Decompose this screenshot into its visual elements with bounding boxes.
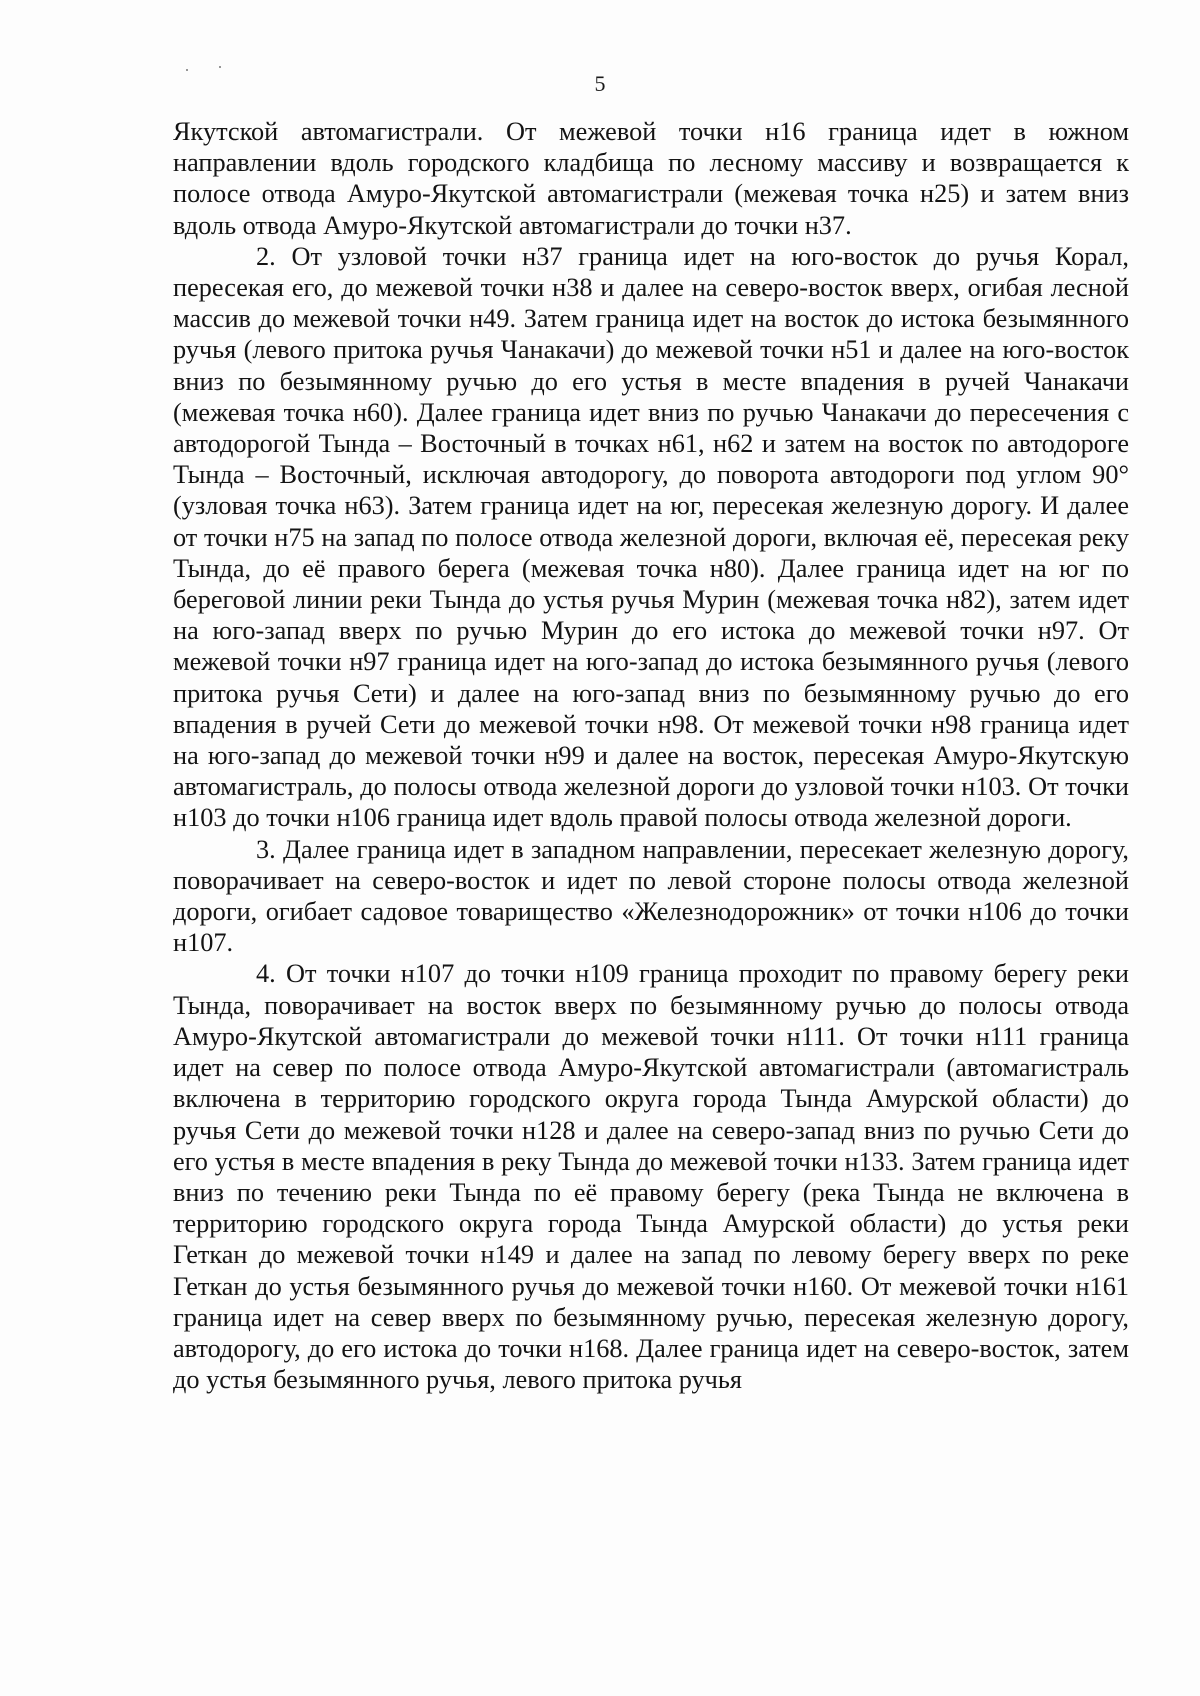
scan-speck <box>219 66 221 68</box>
paragraph-item-2: 2. От узловой точки н37 граница идет на юго-восток до ручья Корал, пересекая его, до межевой точки н38 и далее на северо-восток вверх, огибая лесной массив до межевой точки н49. Затем граница идет на восток до истока безымянного ручья (левого притока ручья Чанакачи) до межевой точки н51 и далее на юго-восток вниз по безымянному ручью до его устья в месте впадения в ручей Чанакачи (межевая точка н60). Далее граница идет вниз по ручью Чанакачи до пересечения с автодорогой Тында – Восточный в точках н61, н62 и затем на восток по автодороге Тында – Восточный, исключая автодорогу, до поворота автодороги под углом 90° (узловая точка н63). Затем граница идет на юг, пересекая железную дорогу. И далее от точки н75 на запад по полосе отвода железной дороги, включая её, пересекая реку Тында, до её правого берега (межевая точка н80). Далее граница идет на юг по береговой линии реки Тында до устья ручья Мурин (межевая точка н82), затем идет на юго-запад вверх по ручью Мурин до его истока до межевой точки н97. От межевой точки н97 граница идет на юго-запад до истока безымянного ручья (левого притока ручья Сети) и далее на юго-запад вниз по безымянному ручью до его впадения в ручей Сети до межевой точки н98. От межевой точки н98 граница идет на юго-запад до межевой точки н99 и далее на восток, пересекая Амуро-Якутскую автомагистраль, до полосы отвода железной дороги до узловой точки н103. От точки н103 до точки н106 граница идет вдоль правой полосы отвода железной дороги. <box>173 241 1129 833</box>
page-number: 5 <box>594 71 606 96</box>
paragraph-continuation: Якутской автомагистрали. От межевой точки н16 граница идет в южном направлении вдоль городского кладбища по лесному массиву и возвращается к полосе отвода Амуро-Якутской автомагистрали (межевая точка н25) и затем вниз вдоль отвода Амуро-Якутской автомагистрали до точки н37. <box>173 117 1129 240</box>
paragraph-item-4: 4. От точки н107 до точки н109 граница проходит по правому берегу реки Тында, поворачивает на восток вверх по безымянному ручью до полосы отвода Амуро-Якутской автомагистрали до межевой точки н111. От точки н111 граница идет на север по полосе отвода Амуро-Якутской автомагистрали (автомагистраль включена в территорию городского округа города Тында Амурской области) до ручья Сети до межевой точки н128 и далее на северо-запад вниз по ручью Сети до его устья в месте впадения в реку Тында до межевой точки н133. Затем граница идет вниз по течению реки Тында по её правому берегу (река Тында не включена в территорию городского округа города Тында Амурской области) до устья реки Геткан до межевой точки н149 и далее на запад по левому берегу вверх по реке Геткан до устья безымянного ручья до межевой точки н160. От межевой точки н161 граница идет на север вверх по безымянному ручью, пересекая железную дорогу, автодорогу, до его истока до точки н168. Далее граница идет на северо-восток, затем до устья безымянного ручья, левого притока ручья <box>173 959 1129 1395</box>
document-body <box>173 116 1129 1395</box>
paragraph-item-3: 3. Далее граница идет в западном направлении, пересекает железную дорогу, поворачивает на северо-восток и идет по левой стороне полосы отвода железной дороги, огибает садовое товарищество «Железнодорожник» от точки н106 до точки н107. <box>173 834 1129 958</box>
